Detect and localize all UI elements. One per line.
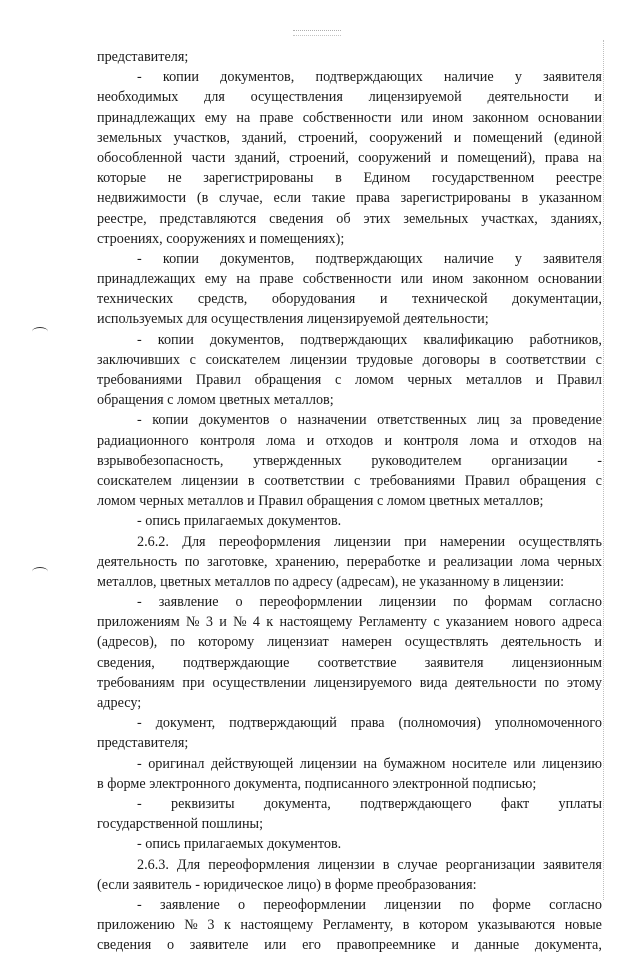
text-line: радиационного контроля лома и отходов и контроля лома и отходов на [97, 432, 602, 449]
text-line: - документ, подтверждающий права (полномочия) уполномоченного [137, 715, 602, 732]
text-line: 2.6.3. Для переоформления лицензии в случае реорганизации заявителя [137, 856, 602, 873]
text-line: - заявление о переоформлении лицензии по форме согласно [137, 896, 602, 913]
text-line: - заявление о переоформлении лицензии по формам согласно [137, 594, 602, 611]
text-line: приложениям № 3 и № 4 к настоящему Регламенту с указанием нового адреса [97, 614, 602, 631]
hole-punch-mark-top [32, 327, 48, 336]
text-line: технических средств, оборудования и технической документации, [97, 291, 602, 308]
text-line: - оригинал действующей лицензии на бумажном носителе или лицензию [137, 755, 602, 772]
text-line: сведения о заявителе или его правопреемнике и данные документа, [97, 937, 602, 954]
text-line: обособленной части зданий, строений, сооружений и помещений), права на [97, 149, 602, 166]
text-line: деятельность по заготовке, хранению, переработке и реализации лома черных [97, 553, 602, 570]
text-line: (адресов), по которому лицензиат намерен осуществлять деятельность и [97, 634, 602, 651]
text-line: - реквизиты документа, подтверждающего факт уплаты [137, 795, 602, 812]
text-line: - опись прилагаемых документов. [137, 513, 342, 530]
text-line: металлов, цветных металлов по адресу (адресам), не указанному в лицензии: [97, 573, 565, 590]
text-line: (если заявитель - юридическое лицо) в форме преобразования: [97, 876, 477, 893]
text-line: - копии документов, подтверждающих наличие у заявителя [137, 69, 602, 86]
text-line: необходимых для осуществления лицензируемой деятельности и [97, 89, 602, 106]
text-line: адресу; [97, 695, 142, 711]
text-line: - копии документов, подтверждающих наличие у заявителя [137, 250, 602, 267]
text-line: требованиями Правил обращения с ломом черных металлов и Правил [97, 372, 602, 388]
text-line: строениях, сооружениях и помещениях); [97, 230, 345, 247]
text-line: представителя; [97, 735, 189, 752]
text-line: недвижимости (в случае, если такие права зарегистрированы в указанном [97, 190, 602, 207]
text-line: которые не зарегистрированы в Едином государственном реестре [97, 170, 602, 187]
text-line: 2.6.2. Для переоформления лицензии при намерении осуществлять [137, 533, 602, 550]
hole-punch-mark-bottom [32, 567, 48, 576]
text-line: заключивших с соискателем лицензии трудовые договоры в соответствии с [97, 351, 602, 368]
page-edge-shadow [603, 40, 604, 900]
text-line: принадлежащих ему на праве собственности или ином законном основании [97, 109, 602, 126]
text-line: сведения, подтверждающие соответствие заявителя лицензионным [97, 654, 602, 671]
text-line: - опись прилагаемых документов. [137, 836, 342, 853]
text-line: приложению № 3 к настоящему Регламенту, в котором указываются новые [97, 917, 602, 934]
text-line: используемых для осуществления лицензируемой деятельности; [97, 311, 489, 328]
text-line: соискателем лицензии в соответствии с требованиями Правил обращения с [97, 472, 602, 489]
text-line: - копии документов о назначении ответственных лиц за проведение [137, 412, 602, 429]
text-line: обращения с ломом цветных металлов; [97, 392, 334, 409]
text-line: в форме электронного документа, подписанного электронной подписью; [97, 775, 537, 792]
text-line: земельных участков, зданий, строений, сооружений и помещений (единой [97, 129, 602, 146]
text-line: принадлежащих ему на праве собственности или ином законном основании [97, 271, 602, 288]
text-line: - копии документов, подтверждающих квалификацию работников, [137, 331, 602, 348]
document-body [97, 47, 602, 955]
text-line: реестре, представляются сведения об этих земельных участках, зданиях, [97, 210, 602, 227]
text-line: ломом черных металлов и Правил обращения с ломом цветных металлов; [97, 493, 544, 510]
scan-artifact [293, 30, 341, 36]
text-line: требованиям при осуществлении лицензируемого вида деятельности по этому [97, 674, 602, 691]
text-line: взрывобезопасность, утвержденных руководителем организации - [97, 452, 602, 469]
text-line: представителя; [97, 49, 189, 65]
text-line: государственной пошлины; [97, 816, 264, 833]
